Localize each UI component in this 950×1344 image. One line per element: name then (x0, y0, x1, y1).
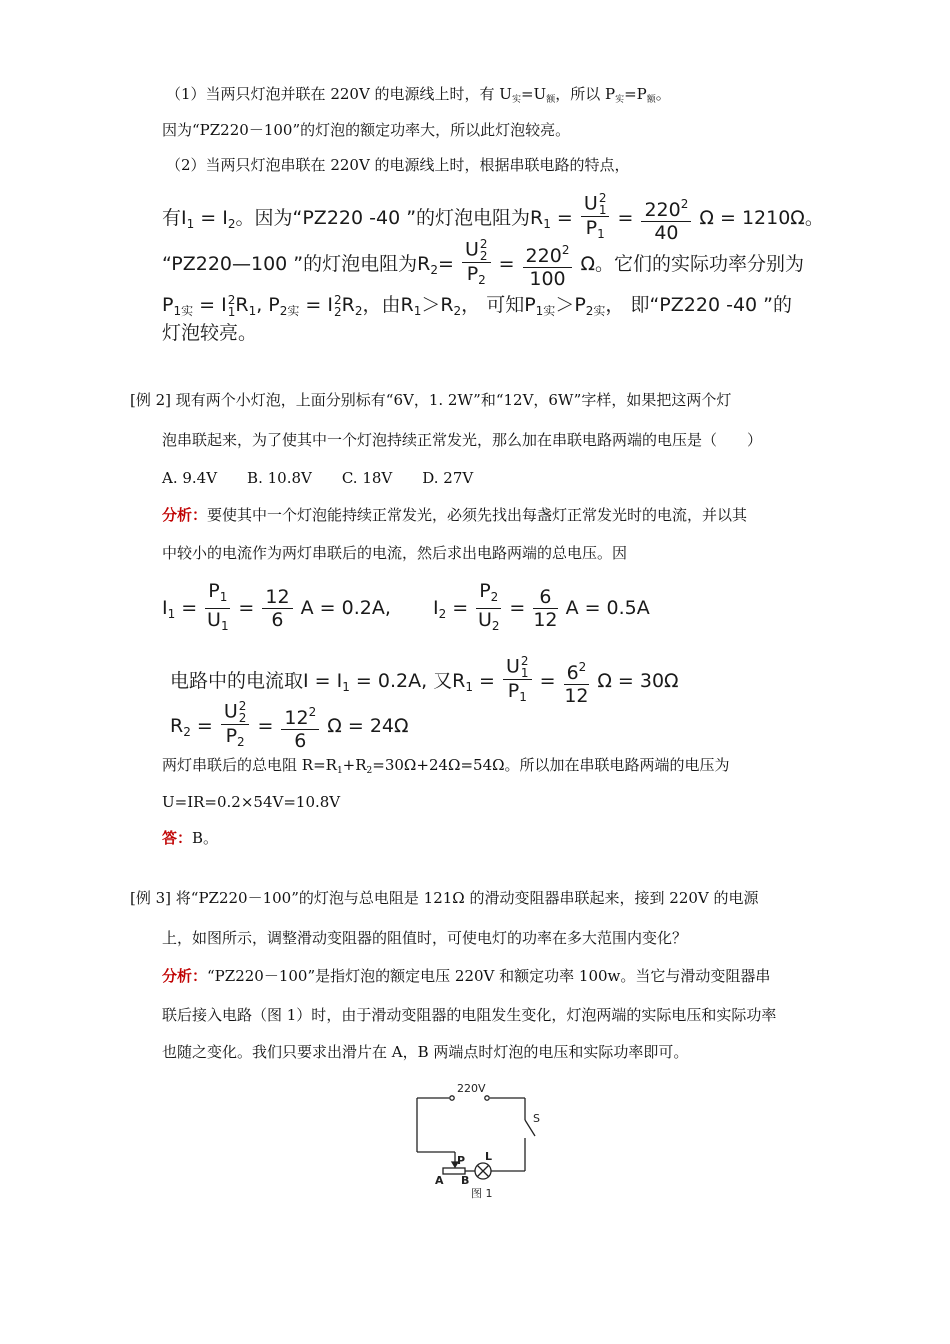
fraction: U 2 1 $P_1$ (581, 192, 610, 245)
figure-caption: 图 1 (471, 1187, 493, 1200)
analysis-3-line-2: 联后接入电路（图 1）时，由于滑动变阻器的电阻发生变化，灯泡两端的实际电压和实际功率 (162, 1006, 777, 1024)
fraction: $\frac{P_1}{U_1}$ (207, 580, 229, 633)
para-series: （2）当两只灯泡串联在 220V 的电源线上时，根据串联电路的特点， (166, 156, 630, 174)
analysis-2-line-1: 分析：要使其中一个灯泡能持续正常发光，必须先找出每盏灯正常发光时的电流，并以其 (162, 506, 748, 524)
analysis-2-line-2: 中较小的电流作为两灯串联后的电流，然后求出电路两端的总电压。因 (162, 544, 628, 562)
formula-r1-example2: 电路中的电流取$I = I_1 = 0.2A$, 又$R_1$ = U 2 1 $P_1$ = $\frac{6^2}{12}$ Ω = 30Ω (170, 654, 679, 707)
slider-label: P (457, 1154, 466, 1167)
analysis-3-line-3: 也随之变化。我们只要求出滑片在 A，B 两端点时灯泡的电压和实际功率即可。 (162, 1043, 689, 1061)
formula-conclusion: 灯泡较亮。 (162, 322, 258, 344)
fraction: $\frac{12^2}{6}$ (281, 701, 319, 752)
example-2-line-2: 泡串联起来，为了使其中一个灯泡持续正常发光，那么加在串联电路两端的电压是（ ） (162, 431, 763, 449)
example-2-options: A. 9.4V B. 10.8V C. 18V D. 27V (162, 469, 474, 487)
formula-r2-example2: $R_2$ = U 2 2 $P_2$ = $\frac{12^2}{6}$ Ω = 24Ω (170, 699, 409, 752)
answer-2: 答：B。 (162, 829, 219, 847)
terminal (450, 1096, 454, 1100)
fraction: $\frac{220^2}{40}$ (641, 193, 691, 244)
fraction: $\frac{6^2}{12}$ (564, 656, 590, 707)
example-3-line-2: 上，如图所示，调整滑动变阻器的阻值时，可使电灯的功率在多大范围内变化？ (162, 929, 688, 947)
example-3-line-1: [例 3] 将“PZ220－100”的灯泡与总电阻是 121Ω 的滑动变阻器串联起来，接到 220V 的电源 (130, 889, 759, 907)
end-a-label: A (435, 1174, 444, 1187)
end-b-label: B (461, 1174, 470, 1187)
para-total-resistance: 两灯串联后的总电阻 $R=R_1+R_2=30\Omega+24\Omega=54\Omega$。所以加在串联电路两端的电压为 (162, 756, 730, 776)
answer-label: 答： (162, 829, 193, 847)
fraction: U 2 1 $P_1$ (503, 655, 532, 708)
analysis-label: 分析： (162, 506, 208, 524)
analysis-label: 分析： (162, 967, 208, 985)
voltage-label: 220V (457, 1082, 486, 1095)
analysis-3-line-1: 分析：“PZ220－100”是指灯泡的额定电压 220V 和额定功率 100w。当它与滑动变阻器串 (162, 967, 771, 985)
formula-currents: $I_1$ = $\frac{P_1}{U_1}$ = $\frac{12}{6}$ A = 0.2A, $I_2$ = $\frac{P_2}{U_2}$ = $\frac{6}{12}$ A = 0.5A (162, 580, 650, 637)
para-parallel: （1）当两只灯泡并联在 220V 的电源线上时，有 $U_实=U_额$，所以 $P_实=P_额$。 (166, 85, 671, 105)
lamp-label: L (485, 1150, 493, 1163)
formula-power: $P_{1实} = I$ 2 1 $R_1$, $P_{2实} = I$ 2 2 $R_2$，由$R_1>R_2$， 可知$P_{1实}>P_{2实}$， 即“PZ220 -40 ”的 (162, 292, 792, 319)
fraction: $\frac{6}{12}$ (533, 586, 558, 631)
fraction: U 2 2 $P_2$ (462, 238, 491, 291)
para-voltage-result: U=IR=0.2×54V=10.8V (162, 793, 341, 811)
example-2-line-1: [例 2] 现有两个小灯泡，上面分别标有“6V，1. 2W”和“12V，6W”字样，如果把这两个灯 (130, 391, 732, 409)
para-brighter-100w: 因为“PZ220－100”的灯泡的额定功率大，所以此灯泡较亮。 (162, 121, 571, 139)
fraction: $\frac{P_2}{U_2}$ (477, 580, 500, 633)
switch-label: S (533, 1112, 540, 1125)
fraction: U 2 2 $P_2$ (221, 700, 250, 753)
fraction: $\frac{220^2}{100}$ (523, 239, 573, 290)
formula-r1: 有$I_1 = I_2$。因为“PZ220 -40 ”的灯泡电阻为$R_1$ = U 2 1 $P_1$ = $\frac{220^2}{40}$ Ω = 1210Ω。 (162, 191, 824, 244)
circuit-diagram (405, 1080, 555, 1200)
terminal (485, 1096, 489, 1100)
formula-r2: “PZ220—100 ”的灯泡电阻为$R_2=$ U 2 2 $P_2$ = $\frac{220^2}{100}$ Ω。它们的实际功率分别为 (162, 237, 805, 290)
fraction: $\frac{12}{6}$ (262, 586, 292, 631)
